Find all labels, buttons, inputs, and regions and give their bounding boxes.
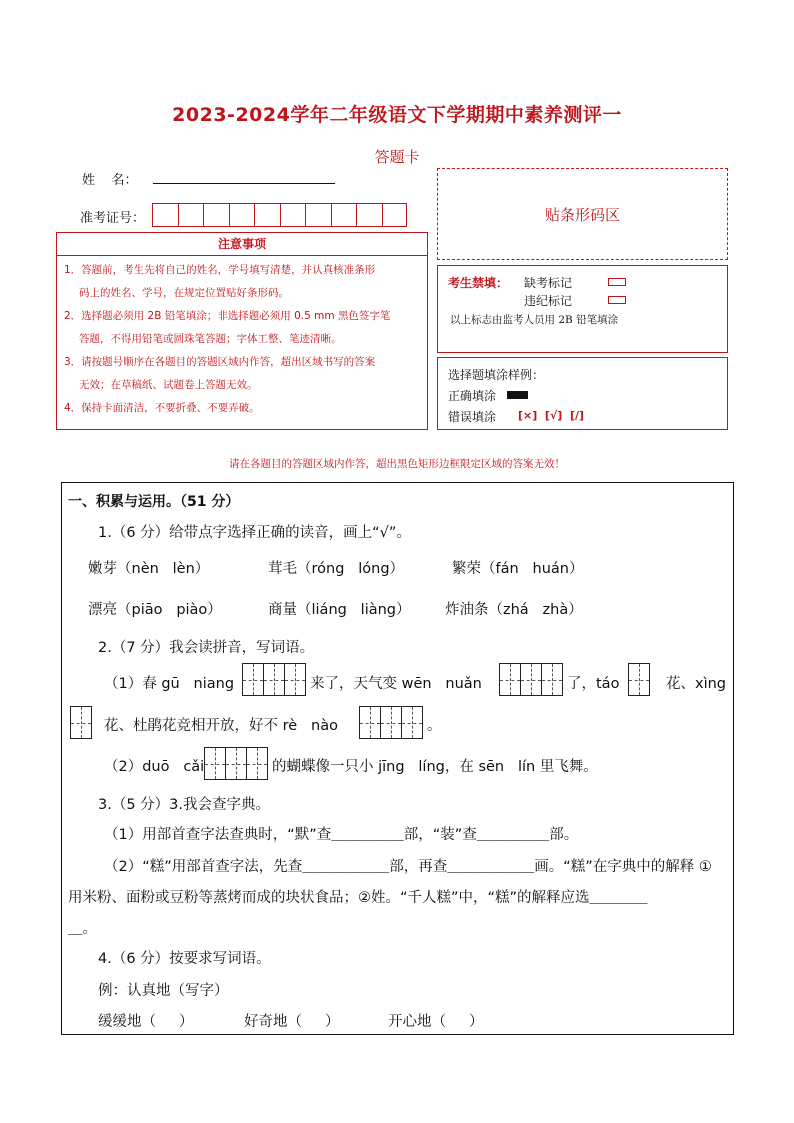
id-digit-box[interactable] [280, 203, 306, 227]
violation-mark-label: 违纪标记 [524, 294, 573, 308]
question-3: 3.（5 分）3.我会查字典。 [98, 797, 271, 813]
grid-cell[interactable] [225, 747, 247, 780]
writing-grid[interactable] [628, 663, 649, 696]
violation-mark-box[interactable] [608, 296, 626, 304]
exam-id-boxes[interactable] [152, 203, 407, 227]
answer-area-warning: 请在各题目的答题区域内作答，超出黑色矩形边框限定区域的答案无效！ [229, 458, 565, 470]
writing-grid[interactable] [499, 663, 561, 696]
notes-box [56, 232, 428, 430]
q2-text: 的蝴蝶像一只小 jīng líng，在 sēn lín 里飞舞。 [272, 759, 598, 775]
grid-cell[interactable] [246, 747, 268, 780]
correct-fill-label: 正确填涂 [448, 389, 497, 403]
grid-cell[interactable] [284, 663, 306, 696]
note-line: 3．请按题号顺序在各题目的答题区域内作答，超出区域书写的答案 [64, 356, 376, 368]
grid-cell[interactable] [242, 663, 264, 696]
q2-text: 了，táo [567, 676, 620, 692]
q1-option[interactable]: 炸油条（zhá zhà） [445, 602, 583, 618]
writing-grid[interactable] [359, 706, 421, 739]
id-digit-box[interactable] [331, 203, 357, 227]
note-line: 2．选择题必须用 2B 铅笔填涂；非选择题必须用 0.5 mm 黑色签字笔 [64, 310, 391, 322]
name-field[interactable] [153, 183, 335, 184]
note-line: 答题，不得用铅笔或圆珠笔答题；字体工整、笔迹清晰。 [79, 333, 342, 345]
q1-option[interactable]: 繁荣（fán huán） [452, 561, 584, 577]
answer-sheet-subtitle: 答题卡 [374, 148, 420, 166]
q4-example: 例：认真地（写字） [98, 983, 229, 999]
q2-text: 来了，天气变 wēn nuǎn [310, 676, 482, 692]
note-line: 4．保持卡面清洁，不要折叠、不要弄破。 [64, 402, 260, 414]
section-one-answer-area [61, 482, 734, 1035]
q3-text: （1）用部首查字法查典时，“默”查＿＿＿＿＿部，“装”查＿＿＿＿＿部。 [104, 827, 579, 843]
q4-item[interactable]: 开心地（ ） [388, 1014, 484, 1030]
q1-option[interactable]: 嫩芽（nèn lèn） [88, 561, 210, 577]
grid-cell[interactable] [380, 706, 402, 739]
barcode-area: 贴条形码区 [437, 168, 728, 260]
notes-heading: 注意事项 [57, 233, 427, 256]
note-line: 无效；在草稿纸、试题卷上答题无效。 [79, 379, 258, 391]
q1-option[interactable]: 商量（liáng liàng） [268, 602, 411, 618]
grid-cell[interactable] [204, 747, 226, 780]
q2-text: 。 [427, 718, 442, 734]
grid-cell[interactable] [359, 706, 381, 739]
exam-id-label: 准考证号： [80, 211, 146, 226]
absent-mark-label: 缺考标记 [524, 276, 573, 290]
fill-sample-box [437, 357, 728, 430]
id-digit-box[interactable] [305, 203, 331, 227]
forbid-label: 考生禁填： [448, 276, 509, 290]
page-title: 2023-2024学年二年级语文下学期期中素养测评一 [172, 104, 622, 126]
sample-heading: 选择题填涂样例： [448, 368, 545, 382]
q4-item[interactable]: 缓缓地（ ） [98, 1014, 194, 1030]
id-digit-box[interactable] [254, 203, 280, 227]
id-digit-box[interactable] [178, 203, 204, 227]
id-digit-box[interactable] [152, 203, 178, 227]
q3-text: 用米粉、面粉或豆粉等蒸烤而成的块状食品；②姓。“千人糕”中，“糕”的解释应选＿＿＿＿ [68, 890, 648, 906]
id-digit-box[interactable] [356, 203, 382, 227]
name-label: 姓 名： [82, 173, 138, 188]
question-1: 1.（6 分）给带点字选择正确的读音，画上“√”。 [98, 525, 411, 541]
grid-cell[interactable] [541, 663, 563, 696]
writing-grid[interactable] [70, 706, 91, 739]
grid-cell[interactable] [499, 663, 521, 696]
q4-item[interactable]: 好奇地（ ） [244, 1014, 340, 1030]
id-digit-box[interactable] [203, 203, 229, 227]
grid-cell[interactable] [70, 706, 92, 739]
absent-mark-box[interactable] [608, 278, 626, 286]
grid-cell[interactable] [520, 663, 542, 696]
q3-text: （2）“糕”用部首查字法，先查＿＿＿＿＿＿部，再查＿＿＿＿＿＿画。“糕”在字典中的解释 ① [104, 859, 712, 875]
writing-grid[interactable] [204, 747, 266, 780]
forbid-note: 以上标志由监考人员用 2B 铅笔填涂 [450, 314, 619, 326]
correct-fill-mark [507, 391, 528, 399]
id-digit-box[interactable] [229, 203, 255, 227]
note-line: 码上的姓名、学号，在规定位置贴好条形码。 [79, 287, 289, 299]
wrong-fill-label: 错误填涂 [448, 410, 497, 424]
q1-option[interactable]: 茸毛（róng lóng） [268, 561, 405, 577]
question-2: 2.（7 分）我会读拼音，写词语。 [98, 640, 315, 656]
q2-text: 花、xìng [666, 676, 727, 692]
q3-text: ＿。 [68, 921, 97, 937]
q2-text: 花、杜鹃花竞相开放，好不 rè nào [104, 718, 338, 734]
grid-cell[interactable] [263, 663, 285, 696]
note-line: 1．答题前，考生先将自己的姓名，学号填写清楚，并认真核准条形 [64, 264, 376, 276]
grid-cell[interactable] [628, 663, 650, 696]
question-4: 4.（6 分）按要求写词语。 [98, 951, 271, 967]
section-heading: 一、积累与运用。（51 分） [68, 494, 240, 510]
id-digit-box[interactable] [382, 203, 408, 227]
proctor-only-box [437, 265, 728, 353]
q2-text: （2）duō cǎi [104, 759, 205, 775]
q2-text: （1）春 gū niang [104, 676, 235, 692]
grid-cell[interactable] [401, 706, 423, 739]
q1-option[interactable]: 漂亮（piāo piào） [88, 602, 222, 618]
writing-grid[interactable] [242, 663, 304, 696]
wrong-fill-marks: [×] [√] [/] [518, 409, 585, 422]
